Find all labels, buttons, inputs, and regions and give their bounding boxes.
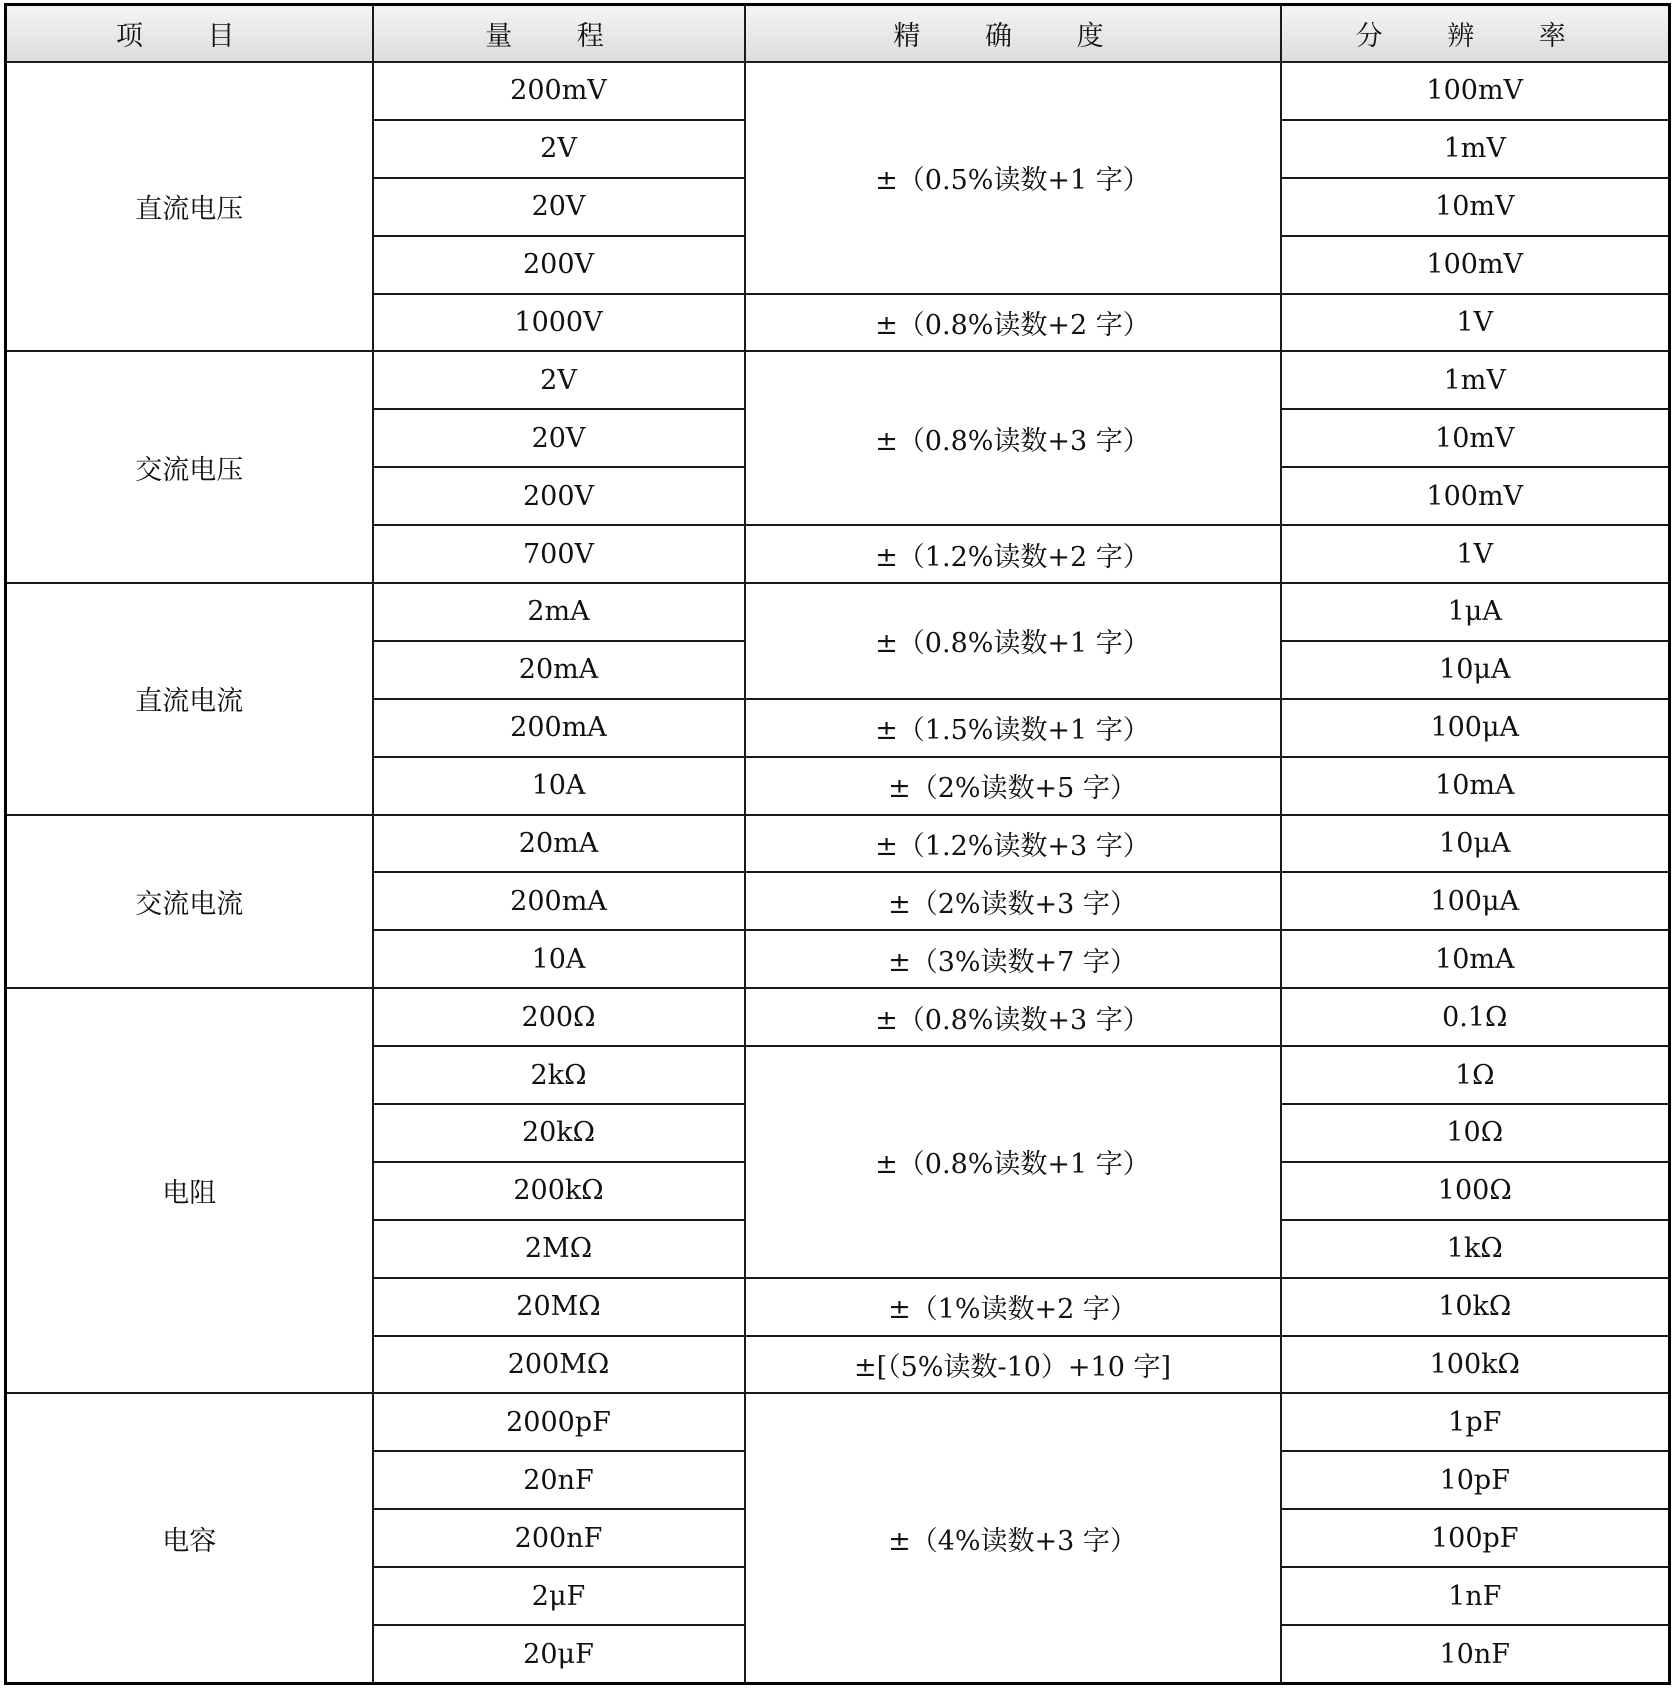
header-range: 量 程 bbox=[373, 5, 745, 63]
resolution-cell: 1μA bbox=[1281, 583, 1670, 641]
resolution-cell: 1pF bbox=[1281, 1393, 1670, 1451]
category-ac-voltage: 交流电压 bbox=[6, 351, 373, 583]
range-cell: 2V bbox=[373, 351, 745, 409]
range-cell: 200mV bbox=[373, 62, 745, 120]
accuracy-cell: ±（2%读数+5 字） bbox=[745, 757, 1281, 815]
range-cell: 20μF bbox=[373, 1625, 745, 1683]
resolution-cell: 100mV bbox=[1281, 236, 1670, 294]
accuracy-cell: ±（3%读数+7 字） bbox=[745, 930, 1281, 988]
resolution-cell: 100pF bbox=[1281, 1509, 1670, 1567]
range-cell: 700V bbox=[373, 525, 745, 583]
accuracy-cell: ±（0.8%读数+3 字） bbox=[745, 988, 1281, 1046]
resolution-cell: 10μA bbox=[1281, 641, 1670, 699]
range-cell: 200V bbox=[373, 236, 745, 294]
accuracy-cell: ±[（5%读数-10）+10 字] bbox=[745, 1336, 1281, 1394]
range-cell: 2μF bbox=[373, 1567, 745, 1625]
resolution-cell: 10mV bbox=[1281, 178, 1670, 236]
table-row bbox=[6, 1393, 1670, 1451]
resolution-cell: 10Ω bbox=[1281, 1104, 1670, 1162]
accuracy-cell: ±（1%读数+2 字） bbox=[745, 1278, 1281, 1336]
resolution-cell: 0.1Ω bbox=[1281, 988, 1670, 1046]
header-row bbox=[6, 5, 1670, 63]
category-resistance: 电阻 bbox=[6, 988, 373, 1393]
range-cell: 200mA bbox=[373, 699, 745, 757]
resolution-cell: 100mV bbox=[1281, 62, 1670, 120]
table-row bbox=[6, 62, 1670, 120]
resolution-cell: 1mV bbox=[1281, 120, 1670, 178]
resolution-cell: 1nF bbox=[1281, 1567, 1670, 1625]
accuracy-cell: ±（0.5%读数+1 字） bbox=[745, 62, 1281, 294]
accuracy-cell: ±（0.8%读数+3 字） bbox=[745, 351, 1281, 525]
resolution-cell: 1kΩ bbox=[1281, 1220, 1670, 1278]
range-cell: 200MΩ bbox=[373, 1336, 745, 1394]
resolution-cell: 100μA bbox=[1281, 699, 1670, 757]
resolution-cell: 1Ω bbox=[1281, 1046, 1670, 1104]
table-row bbox=[6, 351, 1670, 409]
header-item: 项 目 bbox=[6, 5, 373, 63]
resolution-cell: 10mA bbox=[1281, 757, 1670, 815]
resolution-cell: 1V bbox=[1281, 525, 1670, 583]
range-cell: 2V bbox=[373, 120, 745, 178]
range-cell: 200V bbox=[373, 467, 745, 525]
range-cell: 20nF bbox=[373, 1451, 745, 1509]
category-ac-current: 交流电流 bbox=[6, 815, 373, 989]
resolution-cell: 10kΩ bbox=[1281, 1278, 1670, 1336]
accuracy-cell: ±（0.8%读数+1 字） bbox=[745, 1046, 1281, 1278]
resolution-cell: 100Ω bbox=[1281, 1162, 1670, 1220]
range-cell: 1000V bbox=[373, 294, 745, 352]
header-resolution: 分 辨 率 bbox=[1281, 5, 1670, 63]
resolution-cell: 10nF bbox=[1281, 1625, 1670, 1683]
range-cell: 2kΩ bbox=[373, 1046, 745, 1104]
resolution-cell: 1V bbox=[1281, 294, 1670, 352]
range-cell: 200mA bbox=[373, 872, 745, 930]
range-cell: 20mA bbox=[373, 815, 745, 873]
range-cell: 10A bbox=[373, 757, 745, 815]
resolution-cell: 10mA bbox=[1281, 930, 1670, 988]
accuracy-cell: ±（1.5%读数+1 字） bbox=[745, 699, 1281, 757]
table-row bbox=[6, 583, 1670, 641]
range-cell: 20mA bbox=[373, 641, 745, 699]
resolution-cell: 100μA bbox=[1281, 872, 1670, 930]
range-cell: 200nF bbox=[373, 1509, 745, 1567]
accuracy-cell: ±（4%读数+3 字） bbox=[745, 1393, 1281, 1683]
accuracy-cell: ±（0.8%读数+1 字） bbox=[745, 583, 1281, 699]
spec-table bbox=[4, 3, 1671, 1685]
accuracy-cell: ±（2%读数+3 字） bbox=[745, 872, 1281, 930]
range-cell: 20MΩ bbox=[373, 1278, 745, 1336]
table-row bbox=[6, 815, 1670, 873]
category-dc-current: 直流电流 bbox=[6, 583, 373, 815]
table-row bbox=[6, 988, 1670, 1046]
resolution-cell: 100kΩ bbox=[1281, 1336, 1670, 1394]
range-cell: 20kΩ bbox=[373, 1104, 745, 1162]
accuracy-cell: ±（0.8%读数+2 字） bbox=[745, 294, 1281, 352]
range-cell: 2mA bbox=[373, 583, 745, 641]
category-capacitance: 电容 bbox=[6, 1393, 373, 1683]
resolution-cell: 100mV bbox=[1281, 467, 1670, 525]
range-cell: 20V bbox=[373, 409, 745, 467]
resolution-cell: 10μA bbox=[1281, 815, 1670, 873]
category-dc-voltage: 直流电压 bbox=[6, 62, 373, 351]
accuracy-cell: ±（1.2%读数+3 字） bbox=[745, 815, 1281, 873]
resolution-cell: 1mV bbox=[1281, 351, 1670, 409]
range-cell: 200kΩ bbox=[373, 1162, 745, 1220]
header-accuracy: 精 确 度 bbox=[745, 5, 1281, 63]
accuracy-cell: ±（1.2%读数+2 字） bbox=[745, 525, 1281, 583]
range-cell: 2000pF bbox=[373, 1393, 745, 1451]
range-cell: 2MΩ bbox=[373, 1220, 745, 1278]
range-cell: 200Ω bbox=[373, 988, 745, 1046]
resolution-cell: 10mV bbox=[1281, 409, 1670, 467]
range-cell: 10A bbox=[373, 930, 745, 988]
resolution-cell: 10pF bbox=[1281, 1451, 1670, 1509]
range-cell: 20V bbox=[373, 178, 745, 236]
